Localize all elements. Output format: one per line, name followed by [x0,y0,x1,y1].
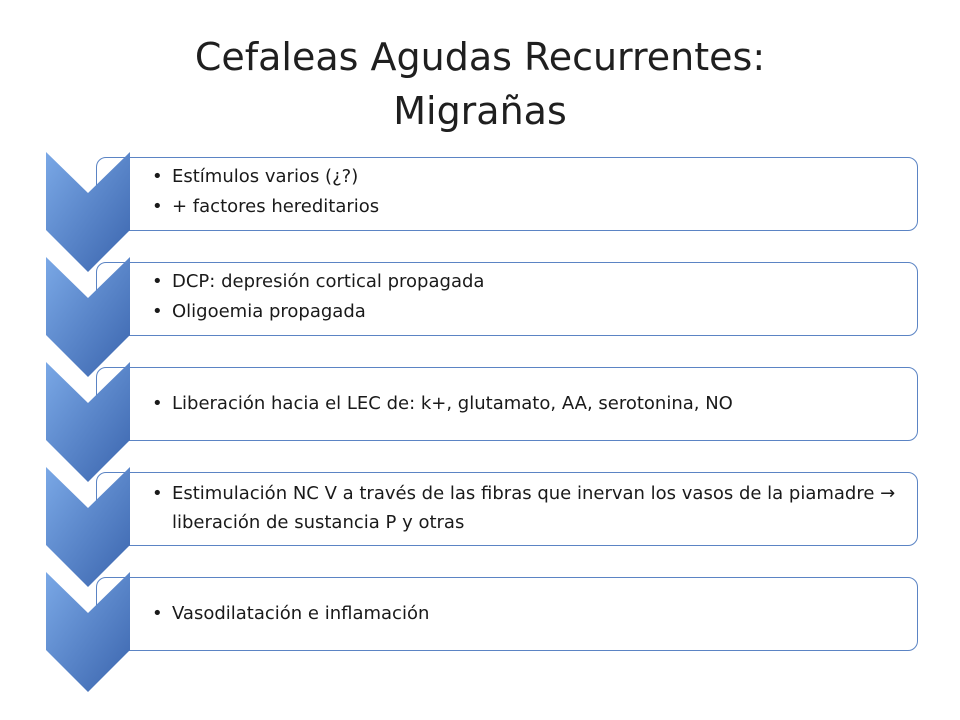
step-1-bullet-2: • + factores hereditarios [150,192,910,222]
step-4-bullet-1: • Estimulación NC V a través de las fibras que inervan los vasos de la piamadre → liberación de sustancia P y otras [150,479,910,537]
title-line-2: Migrañas [393,89,567,133]
chevron-1 [46,152,130,272]
step-3-bullet-1: • Liberación hacia el LEC de: k+, glutamato, AA, serotonina, NO [150,389,910,419]
chevron-3 [46,362,130,482]
chevron-2 [46,257,130,377]
chevron-4 [46,467,130,587]
title-line-1: Cefaleas Agudas Recurrentes: [194,35,766,79]
step-5-bullet-1: • Vasodilatación e inflamación [150,599,910,629]
step-2-bullet-2: • Oligoemia propagada [150,297,910,327]
chevron-5 [46,572,130,692]
step-2-bullet-1: • DCP: depresión cortical propagada [150,267,910,297]
step-1-bullet-1: • Estímulos varios (¿?) [150,162,910,192]
